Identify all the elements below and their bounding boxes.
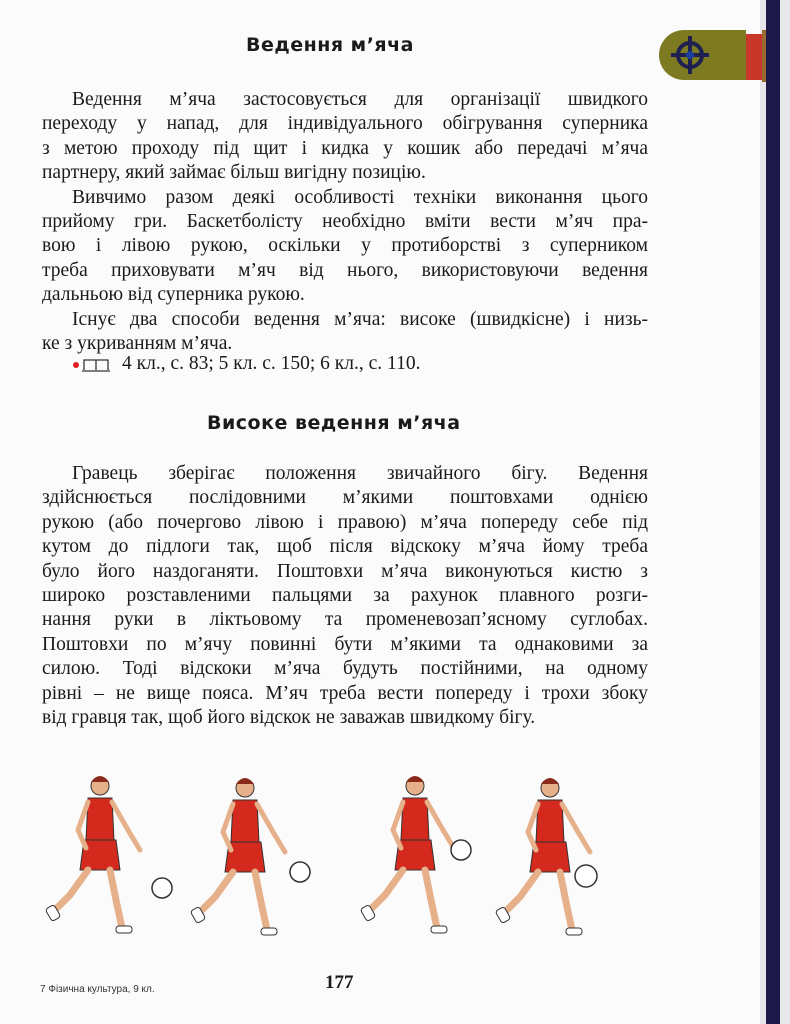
text-line: дальньою від суперника рукою. — [42, 284, 305, 306]
text-line: було його наздоганяти. Поштовхи м’яча виконуються кистю з — [42, 560, 648, 582]
target-crosshair-icon — [656, 26, 768, 84]
book-footer-note: 7 Фізична культура, 9 кл. — [40, 984, 155, 995]
text-line: з метою проходу під щит і кидка у кошик або передачі м’яча — [42, 137, 648, 159]
text-line: кутом до підлоги так, щоб після відскоку м’яча йому треба — [42, 536, 648, 558]
text-line: ке з укриванням м’яча. — [42, 332, 233, 354]
text-line: рівні – не вище пояса. М’яч треба вести попереду і трохи збоку — [42, 682, 648, 704]
ball — [451, 840, 471, 860]
text-line: переходу у напад, для індивідуального обігрування суперника — [42, 113, 648, 135]
ball — [575, 865, 597, 887]
ball — [152, 878, 172, 898]
book-spine-bar — [766, 0, 780, 1024]
text-line: силою. Тоді відскоки м’яча будуть постійними, на одному — [42, 658, 648, 680]
section-title-high-dribbling: Високе ведення м’яча — [207, 412, 461, 434]
player-figure-2 — [190, 778, 310, 935]
text-line: Поштовхи по м’ячу повинні бути м’якими та однаковими за — [42, 633, 648, 655]
text-line: Існує два способи ведення м’яча: високе (швидкісне) і низь- — [72, 308, 648, 330]
text-line: Ведення м’яча застосовується для організації швидкого — [72, 89, 648, 110]
player-figure-4 — [495, 778, 597, 935]
text-line: широко розставленими пальцями за рахунок плавного розги- — [42, 584, 648, 606]
ball — [290, 862, 310, 882]
dribbling-illustration — [30, 770, 650, 950]
player-figure-3 — [360, 776, 471, 933]
text-line: прийому гри. Баскетболісту необхідно вміти вести м’яч пра- — [42, 210, 648, 232]
text-line: здійснюється послідовними м’якими поштовхами однією — [42, 487, 648, 509]
text-line: Гравець зберігає положення звичайного бігу. Ведення — [72, 463, 648, 484]
page-number: 177 — [325, 972, 354, 993]
text-line: партнеру, який займає більш вигідну позицію. — [42, 162, 426, 184]
text-line: вою і лівою рукою, оскільки у протиборстві з суперником — [42, 235, 648, 257]
text-line: від гравця так, щоб його відскок не заважав швидкому бігу. — [42, 706, 536, 728]
text-line: Вивчимо разом деякі особливості техніки виконання цього — [72, 186, 648, 208]
page-margin — [780, 0, 790, 1024]
section2-body — [42, 462, 648, 730]
text-line: треба приховувати м’яч від нього, використовуючи ведення — [42, 259, 648, 281]
text-line: нання руки в ліктьовому та променевозап’ясному суглобах. — [42, 609, 648, 631]
reference-text: 4 кл., с. 83; 5 кл. с. 150; 6 кл., с. 110. — [122, 353, 421, 374]
text-line: рукою (або почергово лівою і правою) м’яча попереду себе під — [42, 511, 648, 533]
book-reference-icon — [72, 356, 116, 372]
section1-body — [42, 88, 648, 356]
player-figure-1 — [45, 776, 172, 933]
reference-line — [72, 353, 420, 375]
section-title-dribbling: Ведення м’яча — [246, 34, 414, 56]
